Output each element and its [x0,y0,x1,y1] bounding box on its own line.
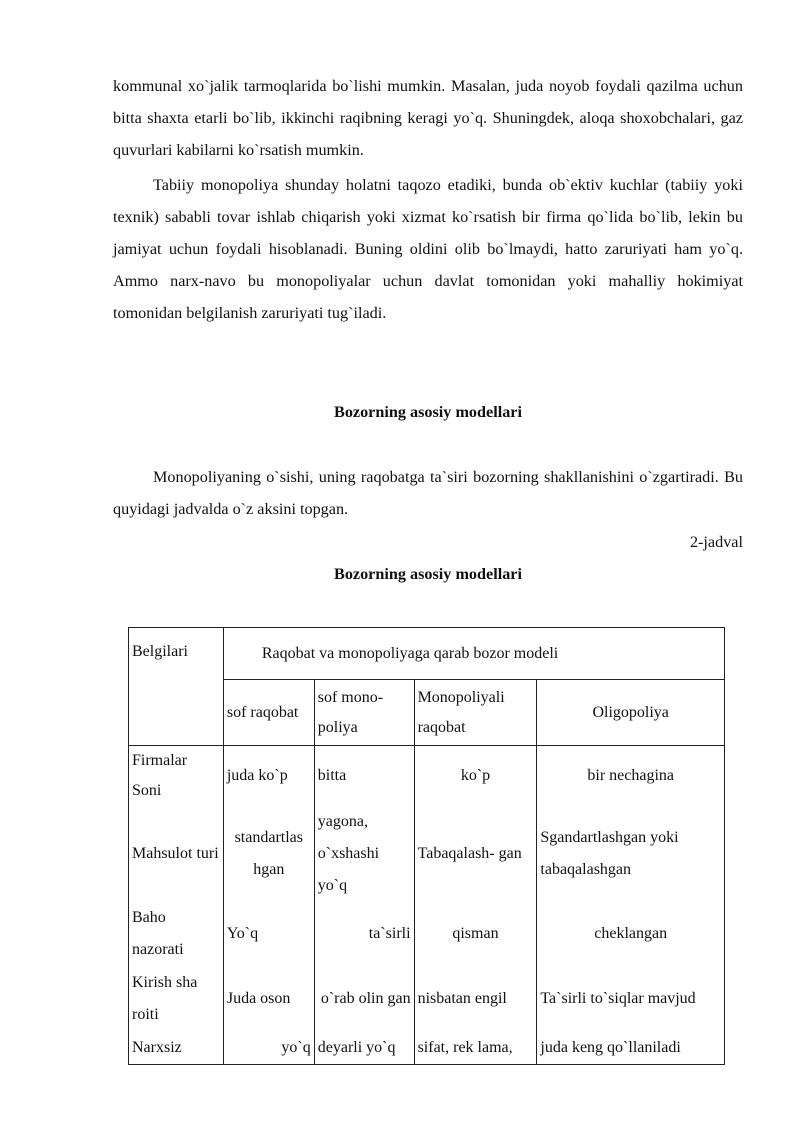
table-cell: qisman [414,902,537,966]
column-header: Oligopoliya [537,680,725,746]
table-cell: ko`p [414,746,537,807]
section-heading: Bozorning asosiy modellari [334,403,522,421]
column-header: sof raqobat [223,680,314,746]
table-cell: Tabaqalash- gan [414,806,537,902]
table-cell: o`rab olin gan [314,966,414,1032]
table-cell: deyarli yo`q [314,1032,414,1065]
row-label: Mahsulot turi [129,806,224,902]
table-row [129,746,725,807]
table-number: 2-jadval [689,533,743,551]
table-row [129,806,725,902]
body-paragraph-2: Tabiiy monopoliya shunday holatni taqozo etadiki, bunda ob`ektiv kuchlar (tabiiy yoki texnik) sababli tovar ishlab chiqarish yoki xizmat ko`rsatish bir firma qo`lida bo`lib, lekin bu jamiyat uchun foydali hisoblanadi. Buning oldini olib bo`lmaydi, hatto zaruriyati ham yo`q. Ammo narx-navo bu monopoliyalar uchun davlat tomonidan yoki mahalliy hokimiyat tomonidan belgilanish zaruriyati tug`iladi. [113,176,743,322]
table-cell: bir nechagina [537,746,725,807]
row-label: Baho nazorati [129,902,224,966]
table-cell: standartlas hgan [223,806,314,902]
table-row [129,1032,725,1065]
column-header: sof mono- poliya [314,680,414,746]
table-row [129,902,725,966]
table-cell: bitta [314,746,414,807]
column-header: Monopoliyali raqobat [414,680,537,746]
table-title: Bozorning asosiy modellari [334,565,522,583]
table-cell: yagona, o`xshashi yo`q [314,806,414,902]
table-cell: Juda oson [223,966,314,1032]
row-label: Narxsiz [129,1032,224,1065]
market-models-table [128,627,725,1065]
table-row [129,966,725,1032]
table-cell: Sgandartlashgan yoki tabaqalashgan [537,806,725,902]
table-cell: cheklangan [537,902,725,966]
header-group: Raqobat va monopoliyaga qarab bozor modeli [223,628,724,680]
table-cell: juda ko`p [223,746,314,807]
row-label: Kirish sha roiti [129,966,224,1032]
body-paragraph-1: kommunal xo`jalik tarmoqlarida bo`lishi mumkin. Masalan, juda noyob foydali qazilma uchun bitta shaxta etarli bo`lib, ikkinchi raqibning keragi yo`q. Shuningdek, aloqa shoxobchalari, gaz quvurlari kabilarni ko`rsatish mumkin. [113,77,743,159]
table-cell: yo`q [223,1032,314,1065]
table-cell: juda keng qo`llaniladi [537,1032,725,1065]
table-cell: ta`sirli [314,902,414,966]
table-cell: sifat, rek lama, [414,1032,537,1065]
table-cell: Ta`sirli to`siqlar mavjud [537,966,725,1032]
table-cell: nisbatan engil [414,966,537,1032]
row-label: Firmalar Soni [129,746,224,807]
body-paragraph-3: Monopoliyaning o`sishi, uning raqobatga ta`siri bozorning shakllanishini o`zgartiradi. Bu quyidagi jadvalda o`z aksini topgan. [113,468,743,518]
table-cell: Yo`q [223,902,314,966]
header-belgilari: Belgilari [129,628,224,746]
